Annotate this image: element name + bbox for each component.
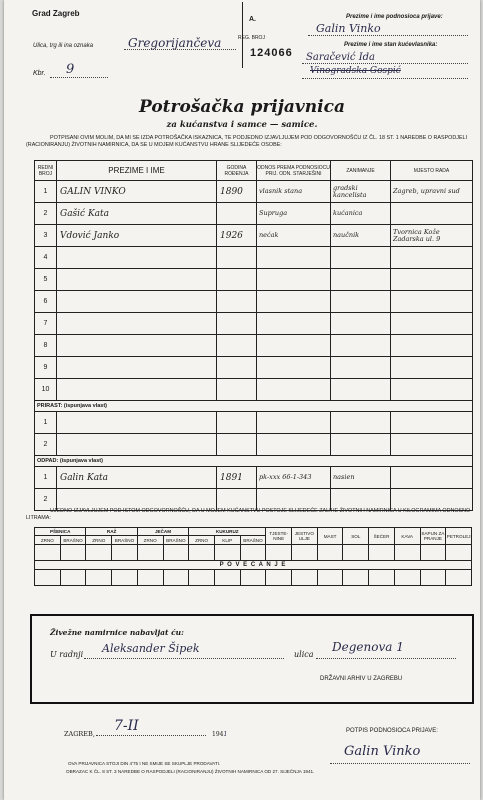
person-birth-year: 1890 [217, 181, 257, 203]
signature-label: POTPIS PODNOSIOCA PRIJAVE: [346, 728, 438, 734]
person-workplace [391, 357, 473, 379]
person-number: 6 [35, 291, 57, 313]
landlord-label: Prezime i ime stan kućevlasnika: [344, 42, 438, 48]
food-value-cell [137, 545, 163, 561]
year-digit: 1 [223, 731, 228, 738]
person-relation [257, 313, 331, 335]
house-label: Kbr. [33, 70, 46, 77]
header-redni-broj: REDNI BROJ [35, 161, 57, 181]
person-row [35, 225, 473, 247]
person-workplace [391, 335, 473, 357]
food-value-cell [163, 570, 189, 586]
food-value-cell [446, 570, 472, 586]
person-row [35, 357, 473, 379]
person-birth-year [217, 313, 257, 335]
person-occupation: gradski kancelista [331, 181, 391, 203]
food-group-raz: RAŽ [86, 528, 137, 536]
food-value-cell [369, 545, 395, 561]
food-value-cell [60, 545, 86, 561]
person-number: 4 [35, 247, 57, 269]
person-birth-year [217, 379, 257, 401]
food-table [34, 527, 472, 586]
prirast-label: PRIRAST: (ispunjava vlast) [35, 401, 473, 412]
prirast-body [35, 412, 473, 456]
person-workplace [391, 379, 473, 401]
food-sapun: SAPUN ZA PRANJE [420, 528, 446, 545]
form-title: Potrošačka prijavnica [139, 97, 345, 117]
food-value-cell [369, 570, 395, 586]
person-relation: vlasnik stana [257, 181, 331, 203]
form-note: OBRAZAC K ČL. 8 ST. 3 NAREDBE O RASPODJELI (RACIONIRANJU) ŽIVOTNIH NAMIRNICA OD 27. SIJEČNJA 1941. [66, 769, 315, 774]
food-values-row [35, 545, 472, 561]
shop-label: U radnji [50, 650, 84, 659]
date-line [96, 735, 206, 736]
supply-box [30, 614, 474, 704]
increase-label: P O V E Ć A N J E [35, 561, 472, 570]
food-kava: KAVA [394, 528, 420, 545]
person-row [35, 379, 473, 401]
food-value-cell [240, 545, 266, 561]
prirast-birth-year [217, 434, 257, 456]
person-number: 7 [35, 313, 57, 335]
registration-form [4, 0, 480, 800]
declaration-text: POTPISANI OVIM MOLIM, DA MI SE IZDA POTROŠAČKA ISKAZNICA, TE PODJEDNO IZJAVLJUJEM POD ODGOVORNOŠĆU IZ ČL. 18 ST. 1 NAREDBE O RASPODJELI (RACIONIRANJU) ŽIVOTNIH NAMIRNICA, DA SE U MOJEM KUĆANSTVU HRANE SLIJEDEĆE OSOBE: [26, 135, 468, 148]
food-petrolej: PETROLEJ [446, 528, 472, 545]
person-name: Gašić Kata [57, 203, 217, 225]
food-sol: SOL [343, 528, 369, 545]
person-name: GALIN VINKO [57, 181, 217, 203]
odpad-workplace [391, 467, 473, 489]
person-name [57, 247, 217, 269]
header-odnos: ODNOS PREMA PODNOSIOCU PRIJ. ODN. STARJEŠINI [257, 161, 331, 181]
food-value-cell [394, 545, 420, 561]
odpad-row [35, 467, 473, 489]
food-value-cell [112, 545, 138, 561]
prirast-workplace [391, 434, 473, 456]
person-workplace [391, 203, 473, 225]
person-birth-year [217, 203, 257, 225]
header-prezime-ime: PREZIME I IME [57, 161, 217, 181]
archive-stamp: DRŽAVNI ARHIV U ZAGREBU [320, 676, 403, 682]
food-group-kukuruz: KUKURUZ [189, 528, 266, 536]
shop-value: Aleksander Šipek [102, 642, 200, 655]
prirast-name [57, 412, 217, 434]
prirast-relation [257, 412, 331, 434]
signature-line [330, 763, 470, 764]
person-workplace [391, 269, 473, 291]
person-relation: nećak [257, 225, 331, 247]
prirast-number: 1 [35, 412, 57, 434]
food-value-cell [35, 570, 61, 586]
person-occupation [331, 247, 391, 269]
person-number: 1 [35, 181, 57, 203]
food-value-cell [343, 570, 369, 586]
prirast-name [57, 434, 217, 456]
year-label: 194 [212, 731, 224, 738]
person-occupation [331, 313, 391, 335]
place-label: ZAGREB, [64, 730, 95, 738]
person-relation: Supruga [257, 203, 331, 225]
food-value-cell [86, 545, 112, 561]
person-occupation: kućanica [331, 203, 391, 225]
price-note: OVA PRIJAVNICA STOJI DIN 4'75 I NE SMIJE SE SKUPLJE PRODAVATI. [68, 761, 221, 766]
odpad-number: 1 [35, 467, 57, 489]
person-relation [257, 247, 331, 269]
signature-value: Galin Vinko [344, 744, 421, 759]
food-sub-klip: KLIP [214, 536, 240, 545]
house-value: 9 [66, 62, 75, 77]
shop-line [84, 658, 284, 659]
city-label: Grad Zagreb [32, 9, 80, 18]
person-workplace: Zagreb, upravni sud [391, 181, 473, 203]
prirast-number: 2 [35, 434, 57, 456]
food-sub-brasno: BRAŠNO [60, 536, 86, 545]
person-name [57, 313, 217, 335]
prirast-row [35, 434, 473, 456]
header-zanimanje: ZANIMANJE [331, 161, 391, 181]
person-occupation [331, 291, 391, 313]
food-secer: ŠEĆER [369, 528, 395, 545]
persons-header-row [35, 161, 473, 181]
food-group-psenica: PŠENICA [35, 528, 86, 536]
person-relation [257, 335, 331, 357]
person-relation [257, 357, 331, 379]
landlord-address: Vinogradska Gospić [310, 66, 401, 76]
food-sub-zrno: ZRNO [189, 536, 215, 545]
person-occupation [331, 379, 391, 401]
prirast-occupation [331, 412, 391, 434]
person-birth-year [217, 335, 257, 357]
person-workplace [391, 291, 473, 313]
food-value-cell [214, 570, 240, 586]
reg-label: REG. BROJ [238, 35, 265, 41]
applicant-line [308, 35, 468, 36]
food-value-cell [189, 570, 215, 586]
person-row [35, 247, 473, 269]
food-value-cell [35, 545, 61, 561]
person-relation [257, 291, 331, 313]
person-number: 3 [35, 225, 57, 247]
person-occupation [331, 335, 391, 357]
food-value-cell [266, 545, 292, 561]
food-value-cell [420, 570, 446, 586]
food-value-cell [420, 545, 446, 561]
category-mark: A. [249, 16, 256, 23]
food-value-cell [266, 570, 292, 586]
person-number: 8 [35, 335, 57, 357]
person-relation [257, 269, 331, 291]
food-value-cell [189, 545, 215, 561]
supply-street-value: Degenova 1 [332, 640, 404, 654]
person-row [35, 181, 473, 203]
odpad-name: Galin Kata [57, 467, 217, 489]
prirast-row [35, 401, 473, 412]
supply-street-label: ulica [294, 650, 314, 659]
food-sub-zrno: ZRNO [35, 536, 61, 545]
food-tjestenine: TJESTENINE [266, 528, 292, 545]
person-workplace [391, 247, 473, 269]
person-occupation [331, 357, 391, 379]
food-sub-brasno: BRAŠNO [240, 536, 266, 545]
house-line [50, 77, 108, 78]
person-birth-year [217, 357, 257, 379]
food-value-cell [60, 570, 86, 586]
prirast-relation [257, 434, 331, 456]
food-sub-zrno: ZRNO [86, 536, 112, 545]
odpad-number: 2 [35, 489, 57, 511]
supply-street-line [316, 658, 456, 659]
food-group-jecam: JEČAM [137, 528, 188, 536]
person-birth-year [217, 247, 257, 269]
person-name: Vdović Janko [57, 225, 217, 247]
prirast-row [35, 412, 473, 434]
person-number: 2 [35, 203, 57, 225]
person-name [57, 357, 217, 379]
persons-table [34, 160, 473, 511]
food-statement: UJEDNO IZJAVLJUJEM POD ISTOM ODGOVORNOŠĆU, DA U MOJEM KUĆANSTVU POSTOJE SLIJEDEĆE ZALIHE ŽIVOTNIH NAMIRNICA U KILOGRAMIMA ODNOSNO LITRAMA: [26, 508, 471, 521]
food-value-cell [343, 545, 369, 561]
landlord-value: Saračević Ida [306, 52, 376, 63]
food-sub-zrno: ZRNO [137, 536, 163, 545]
year-group [212, 731, 227, 738]
food-mast: MAST [317, 528, 343, 545]
food-sub-brasno: BRAŠNO [112, 536, 138, 545]
prirast-birth-year [217, 412, 257, 434]
person-name [57, 291, 217, 313]
person-birth-year [217, 269, 257, 291]
person-row [35, 203, 473, 225]
applicant-name-value: Galin Vinko [316, 22, 381, 35]
person-row [35, 291, 473, 313]
food-value-cell [317, 545, 343, 561]
form-subtitle: za kućanstva i samce — samice. [166, 120, 318, 130]
person-name [57, 379, 217, 401]
odpad-birth-year: 1891 [217, 467, 257, 489]
odpad-relation: pk-xxx 66-1-343 [257, 467, 331, 489]
odpad-row [35, 456, 473, 467]
person-workplace: Tvornica Kože Zadarska ul. 9 [391, 225, 473, 247]
header-mjesto-rada: MJESTO RADA [391, 161, 473, 181]
person-name [57, 335, 217, 357]
food-value-cell [86, 570, 112, 586]
food-sub-brasno: BRAŠNO [163, 536, 189, 545]
person-occupation [331, 269, 391, 291]
person-relation [257, 379, 331, 401]
person-row [35, 313, 473, 335]
person-number: 9 [35, 357, 57, 379]
person-name [57, 269, 217, 291]
food-value-cell [240, 570, 266, 586]
street-line [124, 49, 236, 50]
person-occupation: naučnik [331, 225, 391, 247]
odpad-occupation: nasien [331, 467, 391, 489]
landlord-line-2 [302, 78, 468, 79]
person-number: 5 [35, 269, 57, 291]
person-birth-year [217, 291, 257, 313]
food-value-cell [112, 570, 138, 586]
prirast-occupation [331, 434, 391, 456]
person-workplace [391, 313, 473, 335]
applicant-name-label: Prezime i ime podnosioca prijave: [346, 14, 443, 20]
header-godina: GODINA ROĐENJA [217, 161, 257, 181]
supply-label: Živežne namirnice nabavljat ću: [50, 628, 184, 637]
odpad-body [35, 467, 473, 511]
landlord-line-1 [302, 63, 468, 64]
food-ulje: JESTIVO ULJE [292, 528, 318, 545]
person-birth-year: 1926 [217, 225, 257, 247]
food-value-cell [163, 545, 189, 561]
food-value-cell [394, 570, 420, 586]
reg-number: 124066 [250, 47, 293, 59]
food-value-cell [137, 570, 163, 586]
person-row [35, 269, 473, 291]
food-value-cell [214, 545, 240, 561]
person-row [35, 335, 473, 357]
food-value-cell [292, 570, 318, 586]
street-label: Ulica, trg ili ina oznaka [33, 43, 94, 49]
food-value-cell [446, 545, 472, 561]
street-value: Gregorijančeva [128, 36, 222, 50]
person-number: 10 [35, 379, 57, 401]
food-increase-row [35, 570, 472, 586]
food-value-cell [292, 545, 318, 561]
food-value-cell [317, 570, 343, 586]
prirast-workplace [391, 412, 473, 434]
date-value: 7-II [114, 718, 139, 734]
odpad-label: ODPAD: (ispunjava vlast) [35, 456, 473, 467]
persons-body [35, 181, 473, 401]
